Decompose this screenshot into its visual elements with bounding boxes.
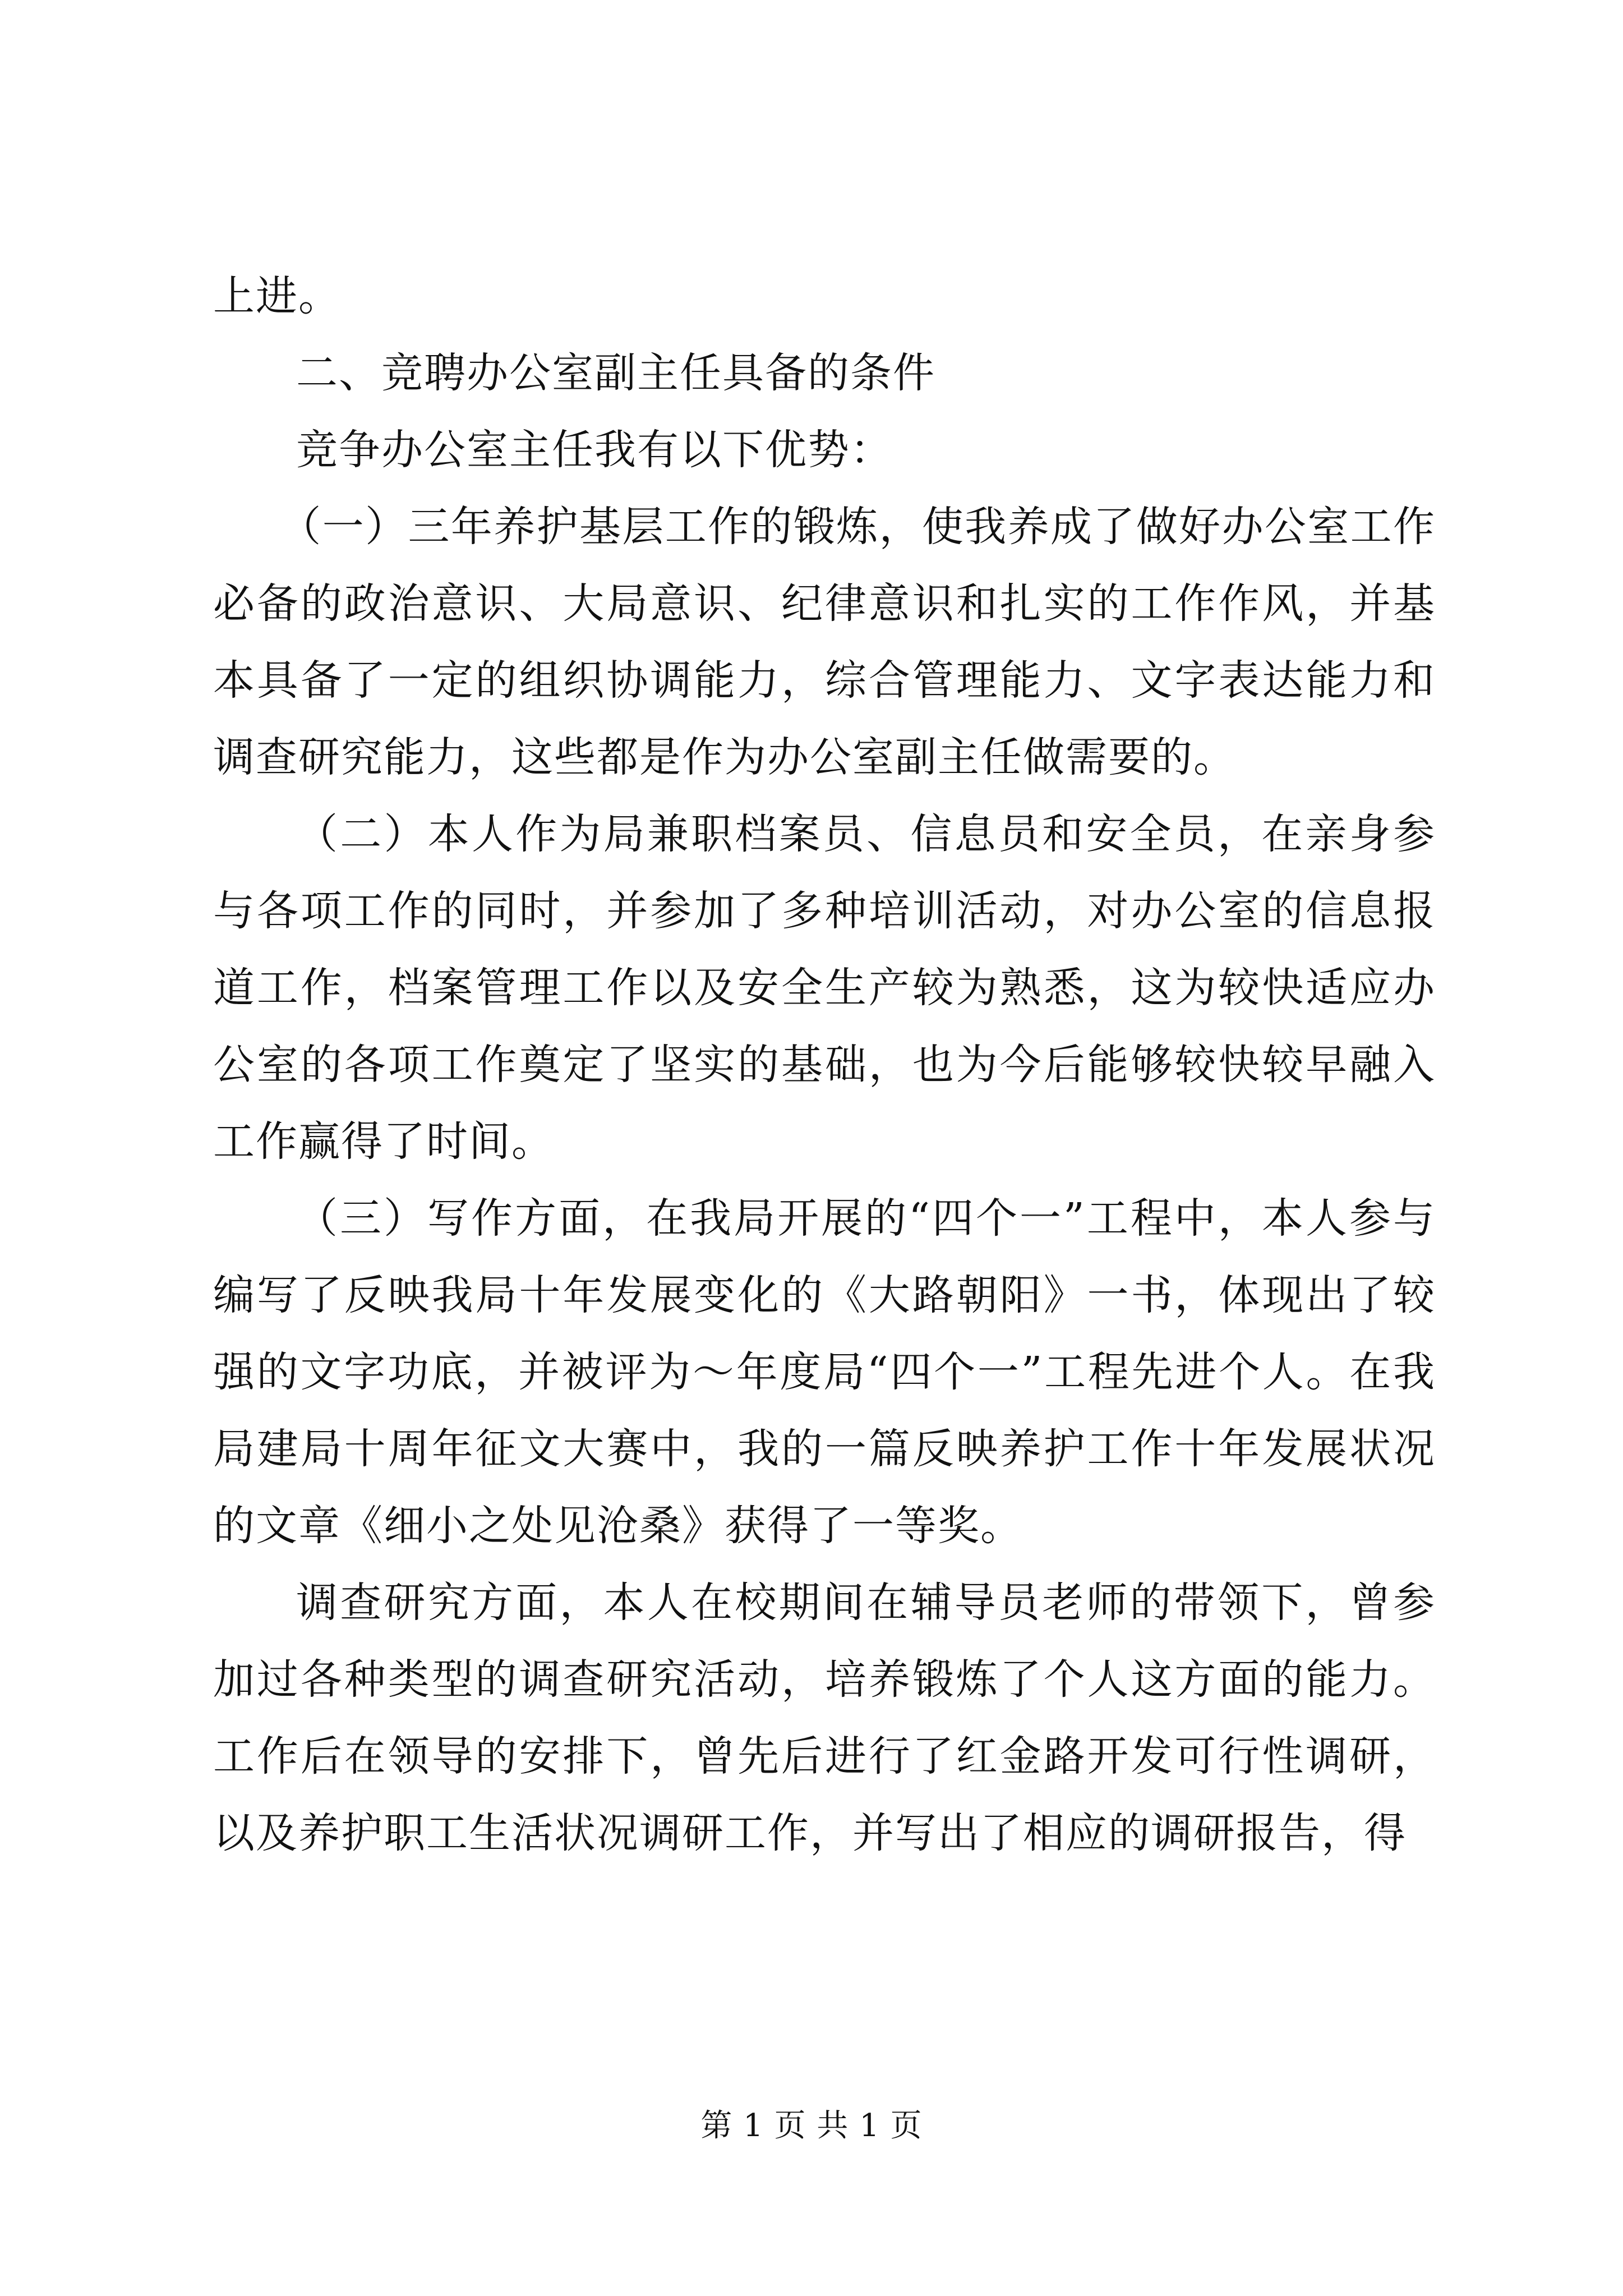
paragraph-advantage-2: （二）本人作为局兼职档案员、信息员和安全员，在亲身参与各项工作的同时，并参加了多种培训活动，对办公室的信息报道工作，档案管理工作以及安全生产较为熟悉，这为较快适应办公室的各项工作奠定了坚实的基础，也为今后能够较快较早融入工作赢得了时间。: [213, 810, 1436, 1166]
paragraph-continuation: 上进。: [213, 272, 341, 320]
paragraph-advantage-1: （一）三年养护基层工作的锻炼，使我养成了做好办公室工作必备的政治意识、大局意识、纪律意识和扎实的工作作风，并基本具备了一定的组织协调能力，综合管理能力、文字表达能力和调查研究能力，这些都是作为办公室副主任做需要的。: [213, 503, 1436, 781]
document-body: [213, 258, 1436, 1872]
paragraph-research: 调查研究方面，本人在校期间在辅导员老师的带领下，曾参加过各种类型的调查研究活动，培养锻炼了个人这方面的能力。工作后在领导的安排下，曾先后进行了红金路开发可行性调研，以及养护职工生活状况调研工作，并写出了相应的调研报告，得: [213, 1579, 1436, 1857]
section-heading: 二、竞聘办公室副主任具备的条件: [296, 349, 935, 397]
paragraph-advantage-3: （三）写作方面，在我局开展的“四个一”工程中，本人参与编写了反映我局十年发展变化的《大路朝阳》一书，体现出了较强的文字功底，并被评为～年度局“四个一”工程先进个人。在我局建局十周年征文大赛中，我的一篇反映养护工作十年发展状况的文章《细小之处见沧桑》获得了一等奖。: [213, 1194, 1436, 1550]
page-number-footer: 第 1 页 共 1 页: [700, 2108, 923, 2144]
paragraph-advantages-intro: 竞争办公室主任我有以下优势：: [296, 426, 893, 474]
